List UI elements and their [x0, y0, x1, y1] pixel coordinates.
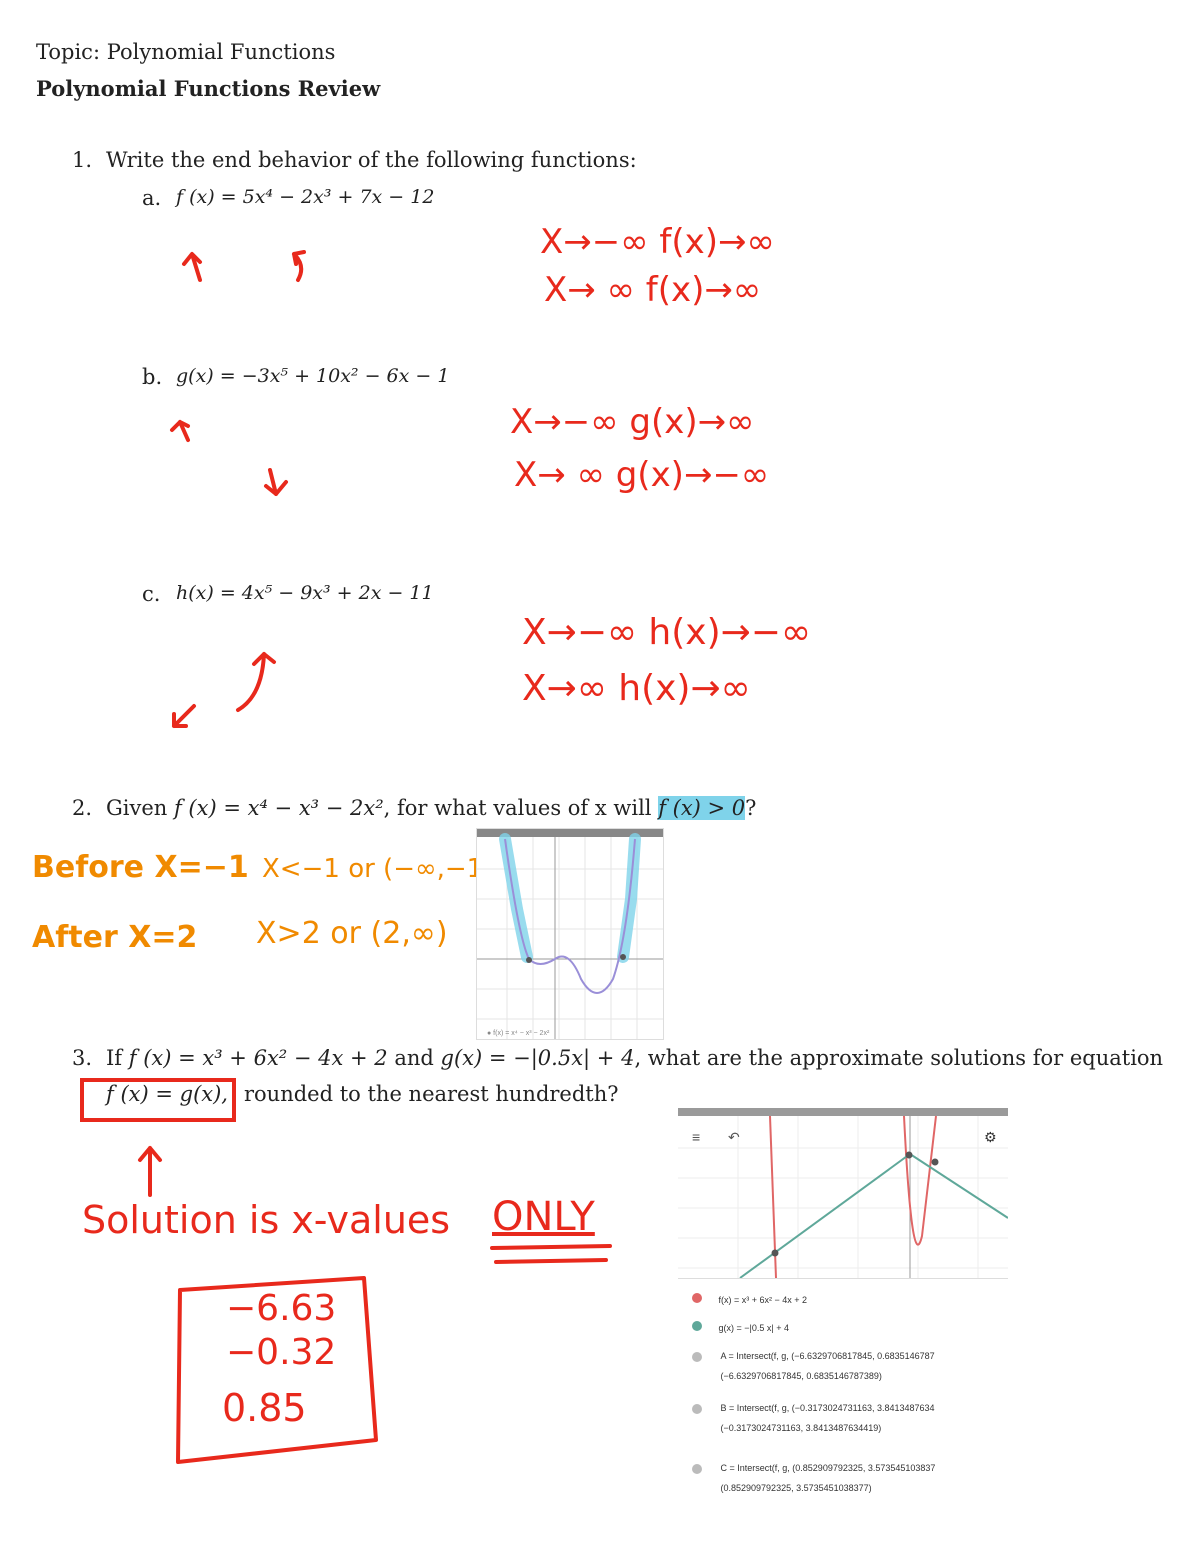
q2-hand-answer-2: X>2 or (2,∞): [256, 916, 448, 951]
algebra-row-C[interactable]: [692, 1463, 1008, 1523]
q3-prompt: [106, 1046, 1163, 1070]
q3-equation: f (x) = g(x),: [106, 1082, 228, 1106]
A-value: (−6.6329706817845, 0.6835146787389): [720, 1371, 882, 1381]
q3-answer-1: −6.63: [226, 1288, 337, 1329]
B-value: (−0.3173024731163, 3.8413487634419): [720, 1423, 882, 1433]
topic-line: Topic: Polynomial Functions: [36, 40, 336, 64]
geogebra-graph: [678, 1108, 1008, 1278]
q2-function: f (x) = x⁴ − x³ − 2x²: [173, 796, 384, 820]
g-color-dot[interactable]: [692, 1321, 702, 1331]
q1c-label: c.: [142, 582, 161, 606]
f-color-dot[interactable]: [692, 1293, 702, 1303]
g-expression: g(x) = −|0.5 x| + 4: [718, 1323, 789, 1333]
q3-prompt-tail: rounded to the nearest hundredth?: [244, 1082, 619, 1106]
q2-prompt-end: ?: [745, 796, 757, 820]
q1a-answer-2: X→ ∞ f(x)→∞: [544, 270, 762, 310]
C-value: (0.852909792325, 3.5735451038377): [720, 1483, 872, 1493]
svg-text:● f(x) = x⁴ − x³ − 2x²: ● f(x) = x⁴ − x³ − 2x²: [487, 1030, 550, 1037]
q1b-function: g(x) = −3x⁵ + 10x² − 6x − 1: [176, 365, 450, 387]
settings-icon[interactable]: ⚙: [984, 1130, 997, 1146]
menu-icon[interactable]: ≡: [692, 1129, 701, 1145]
algebra-row-g[interactable]: [692, 1321, 1008, 1349]
B-definition: B = Intersect(f, g, (−0.3173024731163, 3.8413487634: [720, 1403, 935, 1413]
C-definition: C = Intersect(f, g, (0.852909792325, 3.573545103837: [720, 1463, 936, 1473]
q3-g-expr: g(x) = −|0.5x| + 4: [440, 1046, 635, 1070]
q3-prompt-end: , what are the approximate solutions for equation: [634, 1046, 1164, 1070]
q3-only-underline: [488, 1240, 618, 1270]
page-title: Polynomial Functions Review: [36, 76, 381, 101]
q1b-answer-2: X→ ∞ g(x)→−∞: [514, 455, 770, 495]
q3-prompt-pre: If: [106, 1046, 129, 1070]
q3-answer-3: 0.85: [222, 1386, 307, 1430]
f-expression: f(x) = x³ + 6x² − 4x + 2: [718, 1295, 808, 1305]
q2-hand-after: After X=2: [32, 920, 198, 955]
q2-highlight: f (x) > 0: [658, 796, 746, 820]
q2-hand-before: Before X=−1: [32, 850, 249, 885]
geogebra-panel: [678, 1108, 1008, 1554]
q2-prompt-mid: , for what values of x will: [383, 796, 659, 820]
q1c-end-arrows: [160, 640, 310, 740]
q2-prompt-pre: Given: [106, 796, 174, 820]
point-B: [906, 1152, 913, 1159]
q3-answer-2: −0.32: [226, 1332, 337, 1373]
q3-up-arrow: [130, 1140, 170, 1200]
q1-number: 1.: [72, 148, 93, 172]
q1a-function: f (x) = 5x⁴ − 2x³ + 7x − 12: [176, 186, 435, 208]
q1c-function: h(x) = 4x⁵ − 9x³ + 2x − 11: [176, 582, 434, 604]
q1a-end-arrows: [170, 240, 320, 290]
algebra-row-B[interactable]: [692, 1403, 1008, 1463]
point-A: [772, 1250, 779, 1257]
q1b-answer-1: X→−∞ g(x)→∞: [510, 402, 755, 442]
algebra-view: [678, 1278, 1008, 1523]
point-C: [932, 1159, 939, 1166]
algebra-row-f[interactable]: [692, 1293, 1008, 1321]
q3-hand-only: ONLY: [492, 1194, 595, 1240]
A-definition: A = Intersect(f, g, (−6.6329706817845, 0.6835146787: [720, 1351, 935, 1361]
q1c-answer-1: X→−∞ h(x)→−∞: [522, 612, 811, 653]
q3-and: and: [387, 1046, 441, 1070]
q3-number: 3.: [72, 1046, 93, 1070]
q2-number: 2.: [72, 796, 93, 820]
q1b-end-arrows: [160, 410, 310, 510]
q1b-label: b.: [142, 365, 163, 389]
C-dot[interactable]: [692, 1464, 702, 1474]
q3-f-expr: f (x) = x³ + 6x² − 4x + 2: [128, 1046, 388, 1070]
q1a-label: a.: [142, 186, 162, 210]
B-dot[interactable]: [692, 1404, 702, 1414]
algebra-row-A[interactable]: [692, 1351, 1008, 1403]
q2-graph: [476, 828, 664, 1040]
q1a-answer-1: X→−∞ f(x)→∞: [540, 222, 775, 262]
q1c-answer-2: X→∞ h(x)→∞: [522, 668, 751, 709]
undo-icon[interactable]: ↶: [728, 1129, 740, 1145]
q2-prompt: [106, 796, 756, 820]
q2-hand-answer-1: X<−1 or (−∞,−1): [262, 854, 494, 884]
A-dot[interactable]: [692, 1352, 702, 1362]
q3-hand-note: Solution is x-values: [82, 1198, 451, 1242]
q1-prompt: Write the end behavior of the following functions:: [106, 148, 637, 172]
